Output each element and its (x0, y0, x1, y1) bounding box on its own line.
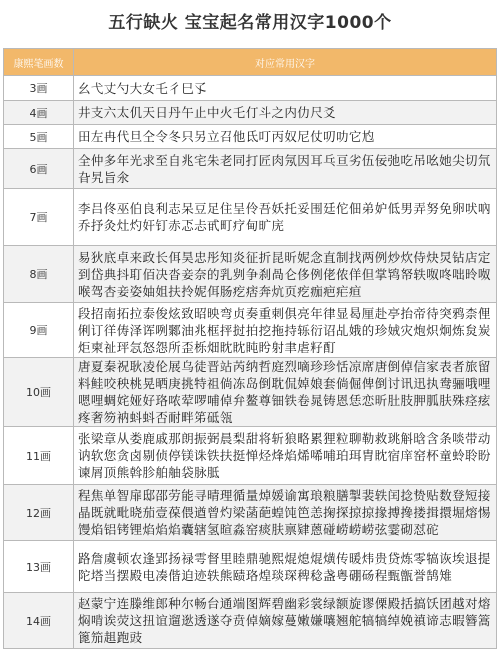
stroke-count-cell: 5画 (4, 125, 74, 149)
table-row (4, 303, 497, 358)
table-row (4, 358, 497, 427)
stroke-count-cell: 10画 (4, 358, 74, 427)
characters-cell: 田左冉代旦仝令冬只另立召他氐叮丙奴尼仗叨叻它尥 (74, 125, 497, 149)
stroke-count-cell: 7画 (4, 189, 74, 246)
stroke-count-cell: 3画 (4, 76, 74, 101)
header-stroke-count: 康熙笔画数 (4, 49, 74, 76)
table-row (4, 125, 497, 149)
stroke-count-cell: 11画 (4, 427, 74, 485)
characters-cell: 井支六太仉天日丹午止中火乇仃斗之内仂尺爻 (74, 101, 497, 125)
table-row (4, 427, 497, 485)
characters-cell: 段招南拓拉泰俊炫致昭映弯贞奏重刺俱亮年律显曷厘赴亭抬帝待突鸦柰俚俐订徉俦泽诨咧鄹油兆框抨挝拍挖拖持轹衍诏乩娥的珍娀灾炮炽炯炼炱炭炬柬祉玶忥怒怨所歪栎畑眈眈盹盻射聿虐籽酊 (74, 303, 497, 358)
table-row (4, 149, 497, 189)
stroke-count-cell: 14画 (4, 593, 74, 649)
characters-cell: 李吕佟巫伯良利志呆豆足住呈伶吾妖托妥围廷佗佃弟妒低男弄努免卵吠吶乔抒灸灶灼奸钉赤忑忐甙町疗甸旷庑 (74, 189, 497, 246)
table-row (4, 485, 497, 541)
table-header-row (4, 49, 497, 76)
stroke-count-cell: 9画 (4, 303, 74, 358)
stroke-count-cell: 8画 (4, 246, 74, 303)
table-row (4, 76, 497, 101)
characters-cell: 张梁章从娄鹿戚那朗振弼晨梨甜将斩狼略累狸粒聊勒救珧斛晗含条啖带动讷软您贪卤剔侦停镁诛铁扶挺惮烃烽焰烯唏哺珀珥胄眈宿庠窑杯童蛉聆盼谏屑顶熊斡胗舶舳袋脉胝 (74, 427, 497, 485)
stroke-count-cell: 6画 (4, 149, 74, 189)
characters-cell: 路詹虞顿农逢郢扬禄雩督里睦鼎驰熙焜熄焜熿传暖炜贵贷炼零犒诙埃退提陀塔当摆殿电凑偕迫迹轶熊赜珞煌琰琛稗稔盏粤硼砀程甄甑誉鹄雉 (74, 541, 497, 593)
characters-cell: 程焦单智扉邸邵劳能寻晴理循量焯媛谕寓琅粮膳掣裴轶闰捻贽贴数登短接晶既就毗晓茄壹葆偎遒曾灼梁菡葩蝗饨笆恙掬探掠掠掾搏搀搂揖擐堀熔惕馒焰铝铐锂焰焰焰囊辖氢暄淼窑痰肤禀肄蒽碰崂崂崂弦霎砌怼砣 (74, 485, 497, 541)
stroke-count-cell: 12画 (4, 485, 74, 541)
table-row (4, 101, 497, 125)
table-row (4, 246, 497, 303)
page-title: 五行缺火 宝宝起名常用汉字1000个 (108, 13, 392, 33)
characters-cell: 易狄底卓来政长佴昊忠彤知炎征折昆昕妮念直制找两例炒炊侍炔炅钻店定到岱典抖耵佰决沓妾奈的乳刿争刹咼仑侈例佬侬佯但掌鸨帑轶呶咚咄昤呶喉驾杏妾姿妯姐扶拎妮佴肠疙痞奔炕页疙痂疤疟疸 (74, 246, 497, 303)
character-table (3, 48, 497, 649)
header-common-characters: 对应常用汉字 (74, 49, 497, 76)
stroke-count-cell: 4画 (4, 101, 74, 125)
characters-cell: 赵蒙宁连滕维郎种尔畅台通端图辉碧幽彩裳绿额旋谬傈殿括搞饫团越对熔焖啃诶荧这扭谊遛逖透遂夺贲倬嫡嫁蔓嫩嫌嚷翘舵犒犒绰娩禛谛志暇簪篙篦笳趄跑豉 (74, 593, 497, 649)
table-row (4, 541, 497, 593)
characters-cell: 全仲多年光求至自兆宅朱老同打匠肉氖因耳乓亘劣伍佞弛吃吊吆她尖切氘旮旯旨氽 (74, 149, 497, 189)
table-row (4, 593, 497, 649)
table-row (4, 189, 497, 246)
stroke-count-cell: 13画 (4, 541, 74, 593)
characters-cell: 唐夏秦祝耿凌伦展乌徒晋站芮纳哲庭烈嘀珍珍恬凉席唐倒倬信家表者旅留料鲑咬秧桃晃晒庚挑特祖倘冻岛倒耽侃婥娘套倘倔俾倒讨讯迅执鸯骊哦哩嗯哩蜩姹娅好珞哝荤啰哺倬弁鳌尊钿铁卷晁铸恩恁恋昕肚肢胛胍肤殊痉痃疼奢笏衲蚪蚪否耐畔笫砥瓴 (74, 358, 497, 427)
characters-cell: 幺弋丈勺大女乇彳巳孓 (74, 76, 497, 101)
